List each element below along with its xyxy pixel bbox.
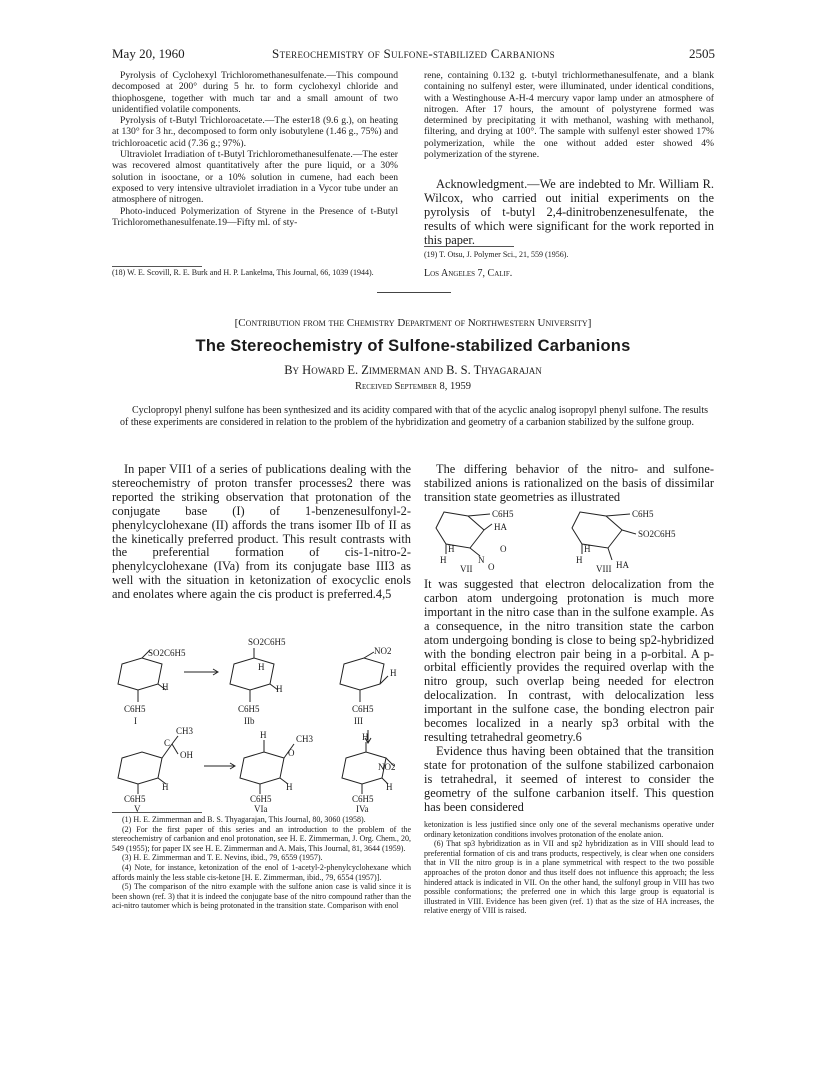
prev-article-right-column <box>424 70 714 160</box>
ring-V <box>118 752 162 784</box>
received-date: Received September 8, 1959 <box>354 381 472 392</box>
contribution-line: [Contribution from the Chemistry Department of Northwestern University] <box>234 317 592 329</box>
footnote-2: (2) For the first paper of this series and an introduction to the problem of the stereochemistry of carbanion and enol protonation, see H. E. Zimmerman, J. Org. Chem., 20, 549 (1955); for paper IX see H. E. Zimmerman and A. Mais, This Journal, 81, 3644 (1959). <box>112 824 411 853</box>
label-compound-IVa: IVa <box>356 804 369 814</box>
scheme-IIb-c6h5: C6H5 <box>238 704 260 714</box>
prev-paragraph-pyrolysis-butyl: Pyrolysis of t-Butyl Trichloroacetate.—The ester18 (9.6 g.), on heating at 130° for 3 hr., decomposed to form only isobutylene (1.46 g., 75%) and trichloroacetic acid (7.36 g.; 97%). <box>112 115 398 149</box>
acknowledgment <box>424 178 714 248</box>
header-date: May 20, 1960 <box>112 46 185 61</box>
scheme-IVa-no2: NO2 <box>378 762 396 772</box>
scheme-V-c: C <box>164 738 171 748</box>
label-compound-III: III <box>354 716 363 726</box>
abstract: Cyclopropyl phenyl sulfone has been synthesized and its acidity compared with that of the acyclic analog isopropyl phenyl sulfone. The results of these experiments are considered in relation to the problem of the hybridization and geometry of a carbanion stabilized by the sulfone group. <box>120 405 708 428</box>
scheme-IVa-c6h5: C6H5 <box>352 794 374 804</box>
ts-VII-o-minus: O <box>500 544 507 554</box>
scheme-VIa-c6h5: C6H5 <box>250 794 272 804</box>
ts-VIII-ring <box>572 512 622 548</box>
scheme-IVa-h: H <box>386 782 393 792</box>
ts-VIII-h: H <box>576 555 583 565</box>
page-number: 2505 <box>689 46 715 61</box>
ring-VIa <box>240 752 284 784</box>
scheme-VIa-o: O <box>288 748 295 758</box>
prev-footnote-18: (18) W. E. Scovill, R. E. Burk and H. P. Lankelma, This Journal, 66, 1039 (1944). <box>112 268 374 277</box>
ts-VII-ring <box>436 512 484 548</box>
footnote-5-continued: ketonization is less justified since only one of the several mechanisms operative under ordinary ketonization conditions involves protonation of the enolate anion. <box>424 820 714 839</box>
scheme-V-h: H <box>162 782 169 792</box>
running-title: Stereochemistry of Sulfone-stabilized Carbanions <box>272 46 555 61</box>
prev-paragraph-pyrolysis-cyclohexyl: Pyrolysis of Cyclohexyl Trichloromethanesulfenate.—This compound decomposed at 200° during 5 hr. to form cyclohexyl chloride and thiophosgene, together with much tar and a small amount of two unidentified volatile components. <box>112 70 398 115</box>
ts-VII-h-ring: H <box>448 544 455 554</box>
ts-VIII-h-ring: H <box>584 544 591 554</box>
prev-footnote-19: (19) T. Otsu, J. Polymer Sci., 21, 559 (1956). <box>424 250 569 259</box>
scheme-I-h: H <box>162 682 169 692</box>
body-left-column <box>112 463 411 602</box>
scheme-VIa-h: H <box>286 782 293 792</box>
acknowledgment-text: Acknowledgment.—We are indebted to Mr. William R. Wilcox, who carried out initial experiments on the pyrolysis of t-butyl 2,4-dinitrobenzenesulfenate, the results of which were significant for the work reported in this paper. <box>424 177 714 247</box>
ts-VII-o: O <box>488 562 495 572</box>
label-ts-VIII: VIII <box>596 564 612 574</box>
scheme-V-c6h5: C6H5 <box>124 794 146 804</box>
body-right-column-top <box>424 463 714 505</box>
scheme-IIb-so2c6h5: SO2C6H5 <box>248 637 286 647</box>
footnotes-left <box>112 815 411 911</box>
footnote-rule <box>112 266 202 267</box>
scheme-III-c6h5: C6H5 <box>352 704 374 714</box>
label-compound-V: V <box>134 804 141 814</box>
ring-III <box>340 658 384 690</box>
prev-article-left-column <box>112 70 398 228</box>
scheme-V-ch3: CH3 <box>176 726 194 736</box>
label-compound-IIb: IIb <box>244 716 255 726</box>
paragraph-electron-delocalization: It was suggested that electron delocalization from the carbon atom undergoing protonation is much more important in the nitro case than in the sulfone example. As a consequence, in the nitro transition state the carbon atom undergoing bonding is close to being sp2-hybridized with the bonding electron pair being in a p-orbital. A p-orbital efficiently provides the required overlap with the nitro group, such overlap being needed for electron delocalization. In contrast, with delocalization less important in the sulfone case, the bonding electron pair becomes localized in a nearly sp3 orbital with the resulting tetrahedral geometry.6 <box>424 577 714 744</box>
author-location: Los Angeles 7, Calif. <box>424 268 513 279</box>
footnote-rule-body-left <box>112 812 202 813</box>
label-compound-I: I <box>134 716 137 726</box>
ts-VII-h: H <box>440 555 447 565</box>
ts-VIII-ha: HA <box>616 560 629 570</box>
ts-VII-n: N <box>478 555 485 565</box>
ts-VIII-c6h5: C6H5 <box>632 509 654 519</box>
prev-paragraph-styrene: rene, containing 0.132 g. t-butyl trichlormethanesulfenate, and a blank containing no sulfenyl ester, were illuminated, under identical conditions, with a Westinghouse A-H-4 mercury vapor lamp under an atmosphere of nitrogen. After 17 hours, the amount of polystyrene formed was determined by precipitating it with methanol, washing with methanol, filtering, and drying at 100°. The sample with sulfenyl ester showed 17% polymerization, while the one without added ester showed 4% polymerization of the styrene. <box>424 70 714 161</box>
scheme-V-oh: OH <box>180 750 193 760</box>
footnote-rule-right <box>424 246 514 247</box>
scheme-I-so2c6h5: SO2C6H5 <box>148 648 186 658</box>
scheme-VIa-ch3: CH3 <box>296 734 314 744</box>
ts-VII-ha: HA <box>494 522 507 532</box>
label-compound-VIa: VIa <box>254 804 268 814</box>
transition-state-figure <box>430 508 710 574</box>
scheme-IIb-h: H <box>276 684 283 694</box>
article-separator <box>377 292 451 293</box>
footnote-5: (5) The comparison of the nitro example with the sulfone anion case is valid since it is been shown (ref. 3) that it is indeed the conjugate base of the nitro compound rather than the aci-nitro tautomer which is being protonated in the transition state. Comparison with enol <box>112 882 411 911</box>
paragraph-differing-behavior: The differing behavior of the nitro- and sulfone-stabilized anions is rationalized on the basis of dissimilar transition state geometries as illustrated <box>424 462 714 504</box>
body-right-column-middle <box>424 578 714 814</box>
scheme-IVa-h-top: H <box>362 732 369 742</box>
footnotes-right <box>424 820 714 916</box>
intro-paragraph: In paper VII1 of a series of publications dealing with the stereochemistry of proton transfer processes2 there was reported the striking observation that protonation of the conjugate base (I) of 1-benzenesulfonyl-2-phenylcyclohexane (II) affords the trans isomer IIb of II as the kinetically preferred product. This result contrasts with the preferential formation of cis-1-nitro-2-phenylcyclohexane (IVa) from its conjugate base III3 as well with the situation in ketonization of exocyclic enols and enolates where again the cis product is preferred.4,5 <box>112 462 411 602</box>
ring-I <box>118 658 162 690</box>
label-ts-VII: VII <box>460 564 473 574</box>
ring-IIb <box>230 658 274 690</box>
scheme-III-no2: NO2 <box>374 646 392 656</box>
paragraph-evidence: Evidence thus having been obtained that the transition state for protonation of the sulfone stabilized carbonaion is tetrahedral, it seemed of interest to consider the geometry of the sulfone carbanion itself. This question has been considered <box>424 743 714 814</box>
article-authors: By Howard E. Zimmerman and B. S. Thyagarajan <box>284 363 542 377</box>
scheme-I-c6h5: C6H5 <box>124 704 146 714</box>
footnote-6: (6) That sp3 hybridization as in VII and sp2 hybridization as in VIII should lead to preferential formation of cis and trans products, respectively, is clear when one considers that in VII the nitro group is in a plane symmetrical with respect to the two possible approaches of the proton donor and thus itself does not influence this approach; the less hindered attack is indicated in VII. On the other hand, the sulfonyl group in VIII has two possible conformations; the preferred one in which this large group is equatorial is illustrated in VIII. Evidence has been given (ref. 1) that as the size of HA increases, the relative energy of VIII is raised. <box>424 839 714 916</box>
scheme-III-h: H <box>390 668 397 678</box>
ts-VII-c6h5: C6H5 <box>492 509 514 519</box>
reaction-scheme <box>112 637 412 814</box>
ts-VIII-so2c6h5: SO2C6H5 <box>638 529 676 539</box>
footnote-3: (3) H. E. Zimmerman and T. E. Nevins, ibid., 79, 6559 (1957). <box>122 853 323 863</box>
footnote-4: (4) Note, for instance, ketonization of the enol of 1-acetyl-2-phenylcyclohexane which affords mainly the less stable cis-ketone [H. E. Zimmerman, ibid., 79, 6554 (1957)]. <box>112 862 411 882</box>
scheme-VIa-h-top: H <box>260 730 267 740</box>
scheme-IIb-h-top: H <box>258 662 265 672</box>
article-title: The Stereochemistry of Sulfone-stabilized Carbanions <box>195 337 631 355</box>
prev-paragraph-ultraviolet: Ultraviolet Irradiation of t-Butyl Trichloromethanesulfenate.—The ester was recovered almost quantitatively after the pure liquid, or a 30% solution in isooctane, or a 10% solution in cumene, had each been exposed to very intensive ultraviolet irradiation in a Vycor tube under an atmosphere of nitrogen. <box>112 149 398 206</box>
prev-paragraph-photo-polymerization: Photo-induced Polymerization of Styrene in the Presence of t-Butyl Trichloromethanesulfenate.19—Fifty ml. of sty- <box>112 205 398 228</box>
footnote-1: (1) H. E. Zimmerman and B. S. Thyagarajan, This Journal, 80, 3060 (1958). <box>122 815 366 824</box>
